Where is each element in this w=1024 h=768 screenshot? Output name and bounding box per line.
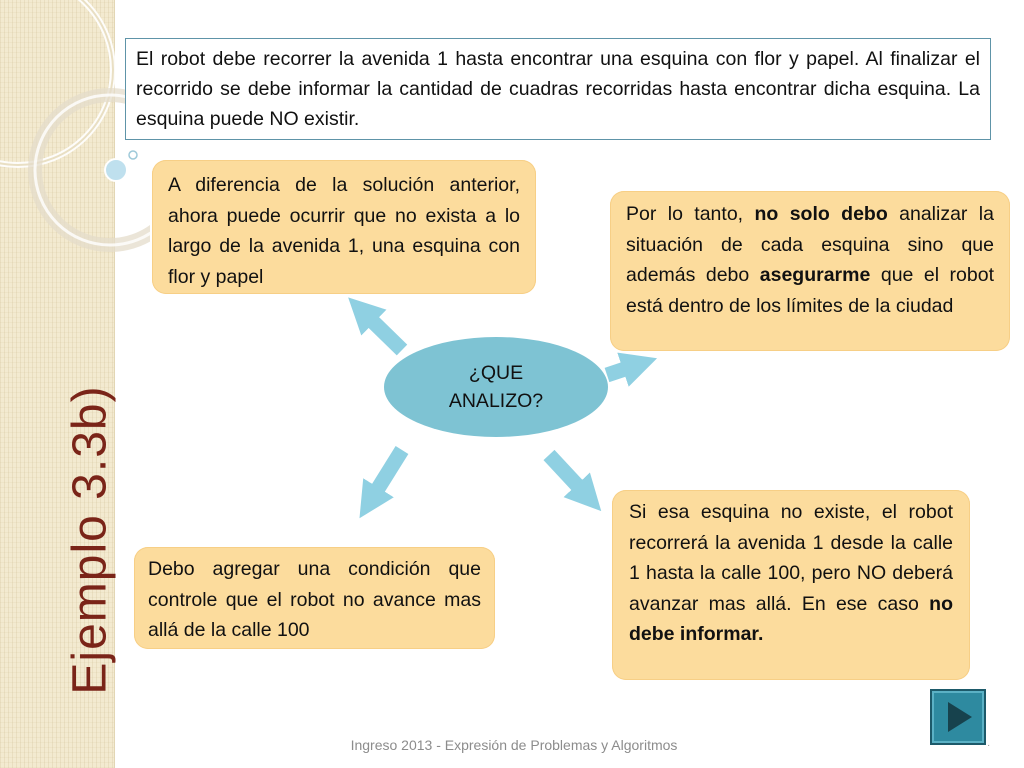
note-box-condition: Debo agregar una condición que controle que el robot no avance mas allá de la calle 100: [134, 547, 495, 649]
play-triangle-icon: [932, 691, 984, 743]
note-box-no-corner-bold: no debe informar.: [629, 592, 953, 645]
arrow-up-right: [607, 364, 640, 375]
note-box-limits-bold-1: no solo debo: [754, 203, 888, 225]
next-slide-button[interactable]: [930, 689, 986, 745]
central-question-ellipse: [384, 337, 608, 437]
note-box-difference: A diferencia de la solución anterior, ahora puede ocurrir que no exista a lo largo de la avenida 1, una esquina con flor y papel: [152, 160, 536, 294]
arrow-down-left: [369, 450, 402, 503]
note-box-limits-text-2: analizar la situación de cada esquina sino que además debo: [626, 203, 994, 286]
note-box-limits-text-3: que el robot está dentro de los límites de la ciudad: [626, 264, 994, 317]
note-box-no-corner-text: Si esa esquina no existe, el robot recorrerá la avenida 1 desde la calle 1 hasta la calle 100, pero NO deberá avanzar mas allá. En ese caso: [629, 501, 953, 615]
footer-text: Ingreso 2013 - Expresión de Problemas y Algoritmos: [350, 737, 678, 753]
page-marker: ·: [987, 740, 991, 751]
note-box-limits-text-1: Por lo tanto,: [626, 203, 755, 225]
hub-line-1: ¿QUE: [468, 362, 524, 384]
problem-statement: El robot debe recorrer la avenida 1 hasta encontrar una esquina con flor y papel. Al finalizar el recorrido se debe informar la cantidad de cuadras recorridas hasta encontrar dicha esquina. La esquina puede NO existir.: [125, 38, 991, 140]
note-box-no-corner: [612, 490, 970, 680]
slide-title: Ejemplo 3.3b): [63, 385, 117, 695]
arrow-down-right: [549, 455, 589, 498]
arrow-up-left: [361, 310, 402, 350]
note-box-limits-bold-2: asegurarme: [759, 264, 871, 286]
note-box-limits: [610, 191, 1010, 351]
slide-footer: [0, 737, 1024, 753]
hub-line-2: ANALIZO?: [448, 390, 544, 412]
